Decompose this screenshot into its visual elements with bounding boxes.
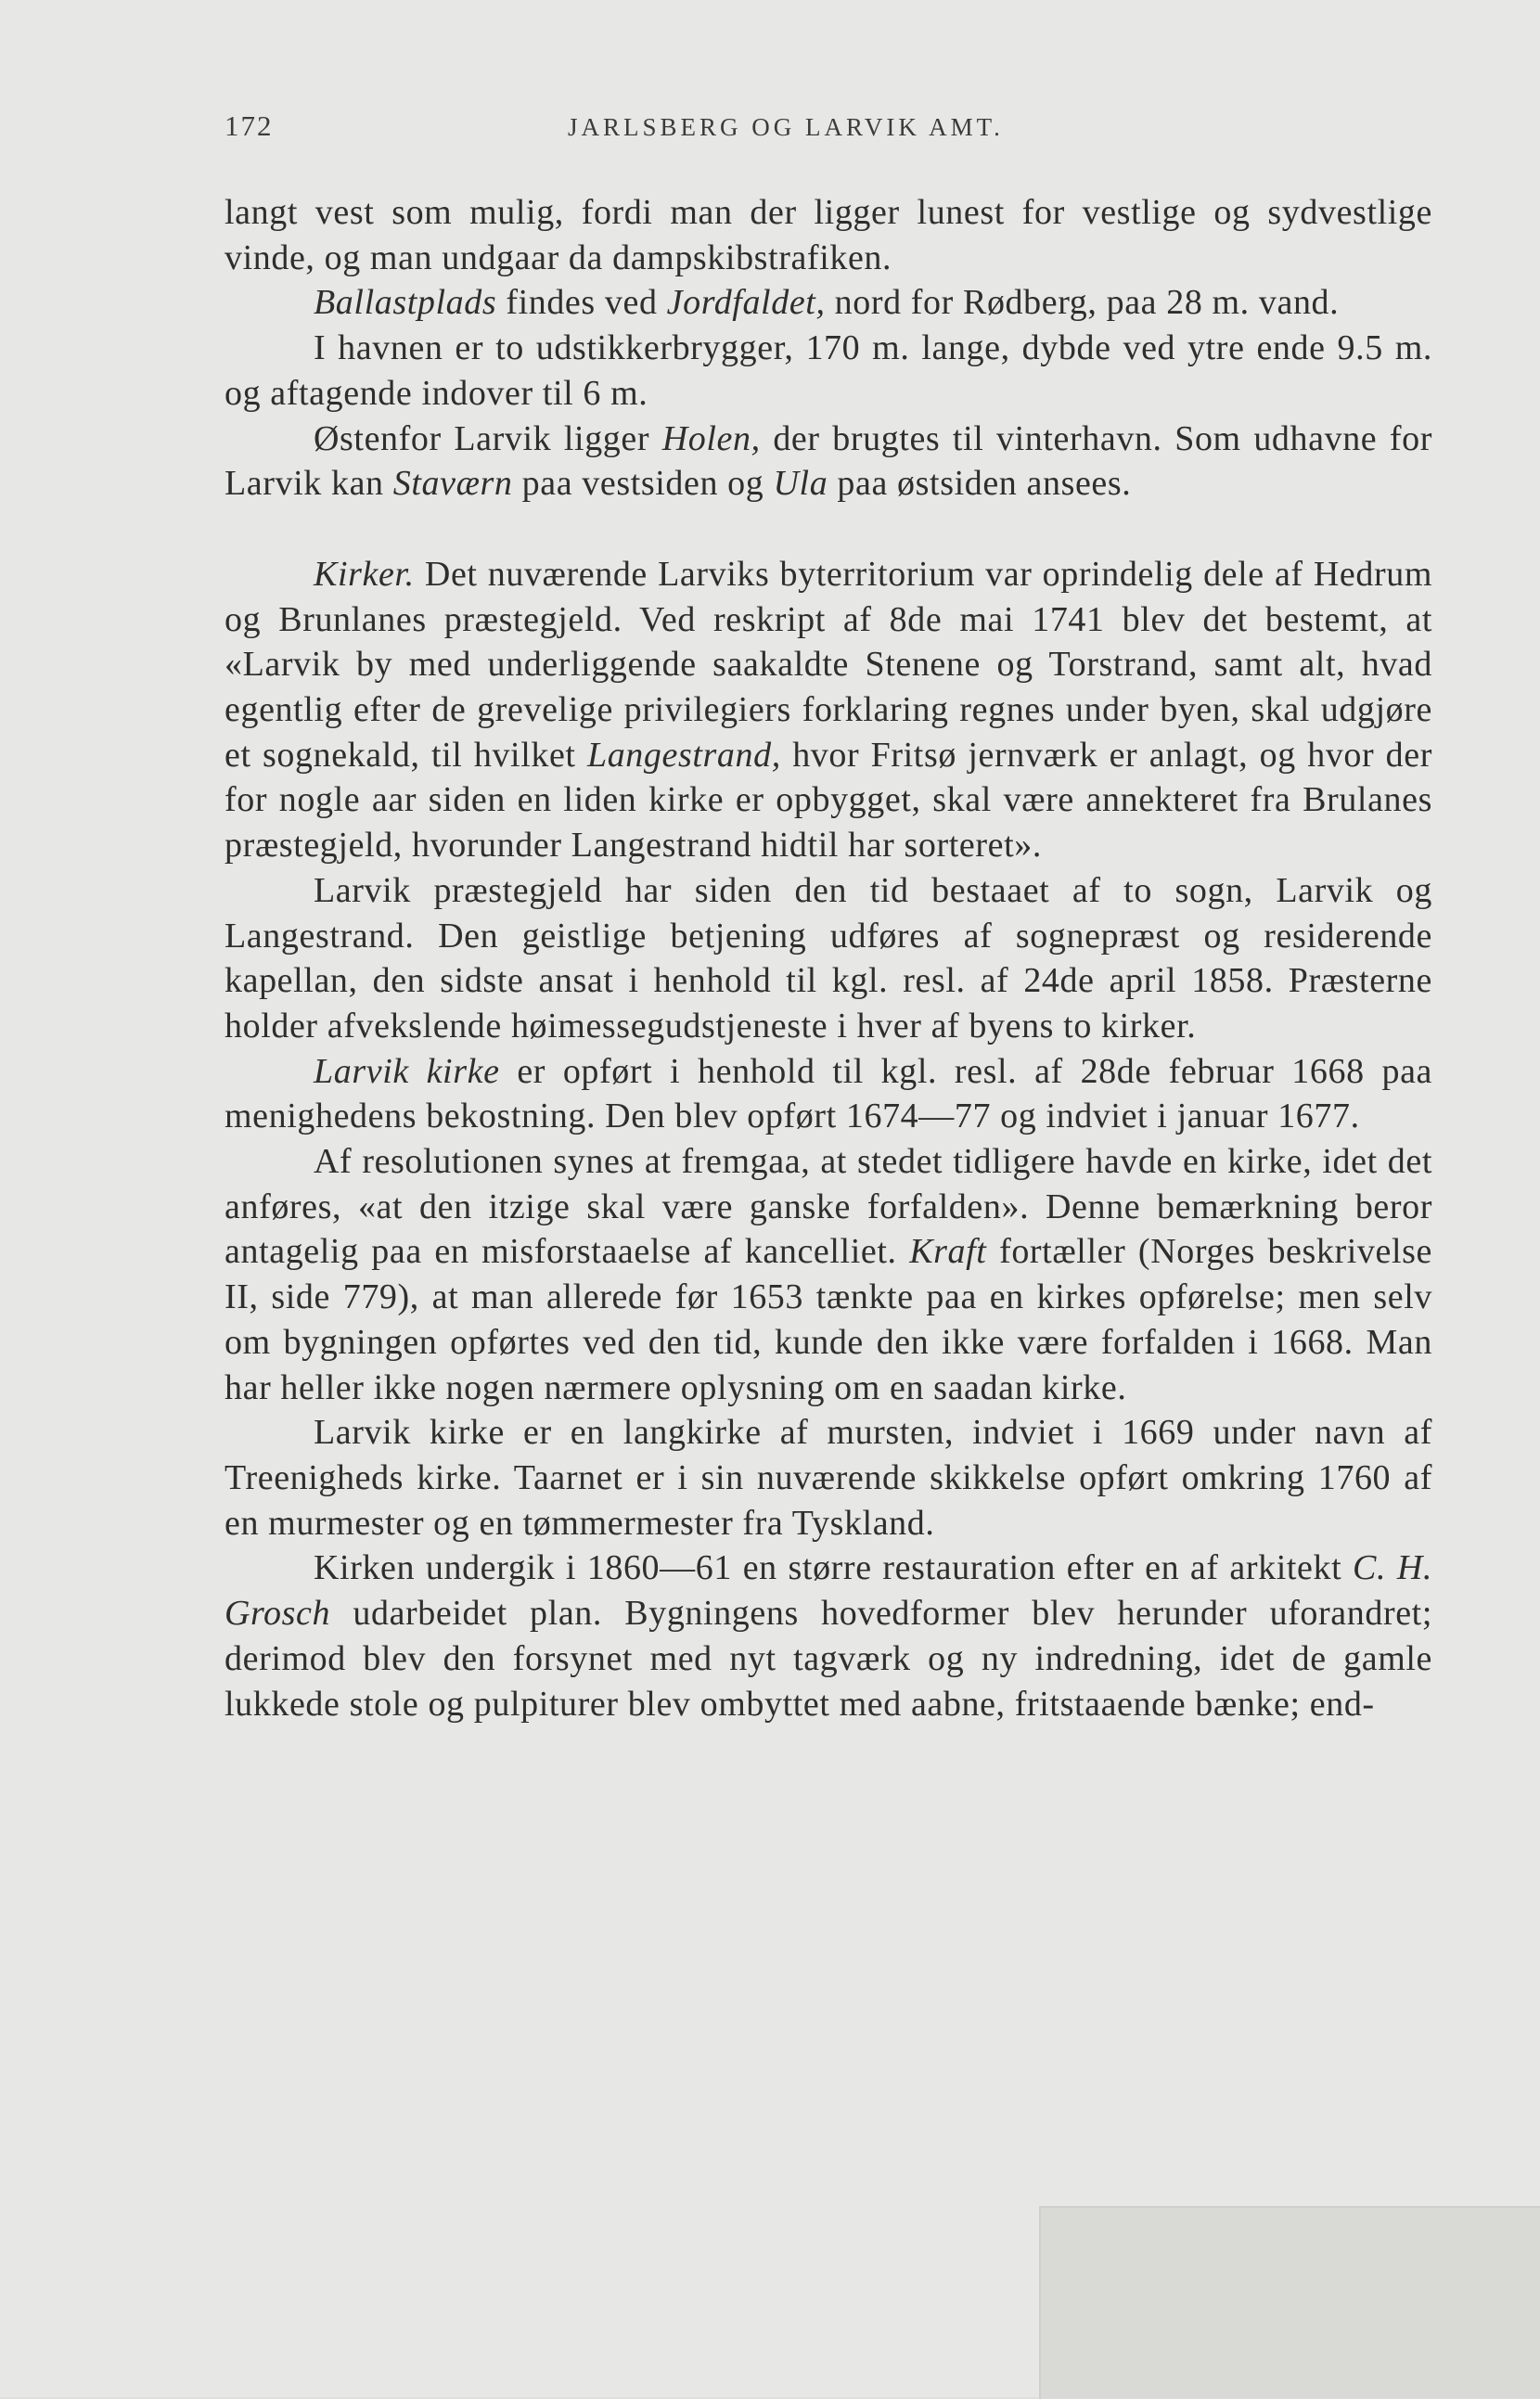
paragraph: Østenfor Larvik ligger Holen, der brugtes til vinterhavn. Som udhavne for Larvik kan Staværn paa vestsiden og Ula paa østsiden ansees. (225, 418, 1432, 504)
scan-shadow (1039, 2206, 1540, 2399)
paragraph: langt vest som mulig, fordi man der ligger lunest for vestlige og sydvestlige vinde, og man undgaar da dampskibstrafiken. (225, 193, 1432, 277)
running-head: JARLSBERG OG LARVIK AMT. (568, 113, 1004, 141)
paragraph: Larvik kirke er opført i henhold til kgl. resl. af 28de februar 1668 paa menighedens bekostning. Den blev opført 1674—77 og indviet i januar 1677. (225, 1051, 1433, 1136)
page-body (225, 190, 1432, 1726)
italic-term: Ula (773, 464, 828, 504)
paragraph: Kirker. Det nuværende Larviks byterritorium var oprindelig dele af Hedrum og Brunlanes præstegjeld. Ved reskript af 8de mai 1741 blev det bestemt, at «Larvik by med underliggende saakaldte Stenene og Torstrand, samt alt, hvad egentlig efter de grevelige privilegiers forklaring regnes under byen, skal udgjøre et sognekald, til hvilket Langestrand, hvor Fritsø jernværk er anlagt, og hvor der for nogle aar siden en liden kirke er opbygget, skal være annekteret fra Brulanes præstegjeld, hvorunder Langestrand hidtil har sorteret». (225, 554, 1432, 866)
paragraph: Larvik præstegjeld har siden den tid bestaaet af to sogn, Larvik og Langestrand. Den geistlige betjening udføres af sognepræst og residerende kapellan, den sidste ansat i henhold til kgl. resl. af 24de april 1858. Præsterne holder afvekslende høimessegudstjeneste i hver af byens to kirker. (225, 870, 1432, 1046)
paragraph: Kirken undergik i 1860—61 en større restauration efter en af arkitekt C. H. Grosch udarbeidet plan. Bygningens hovedformer blev herunder uforandret; derimod blev den forsynet med nyt tagværk og ny indredning, idet de gamle lukkede stole og pulpiturer blev ombyttet med aabne, fritstaaende bænke; end- (225, 1548, 1432, 1724)
paragraph: I havnen er to udstikkerbrygger, 170 m. lange, dybde ved ytre ende 9.5 m. og aftagende indover til 6 m. (225, 328, 1432, 413)
paragraph: Af resolutionen synes at fremgaa, at stedet tidligere havde en kirke, idet det anføres, «at den itzige skal være ganske forfalden». Denne bemærkning beror antagelig paa en misforstaaelse af kancelliet. Kraft fortæller (Norges beskrivelse II, side 779), at man allerede før 1653 tænkte paa en kirkes opførelse; men selv om bygningen opførtes ved den tid, kunde den ikke være forfalden i 1668. Man har heller ikke nogen nærmere oplysning om en saadan kirke. (225, 1142, 1433, 1407)
italic-term: Ballastplads (314, 283, 497, 323)
italic-term: Kraft (909, 1232, 987, 1272)
page-number: 172 (225, 109, 274, 142)
italic-term: Jordfaldet, (666, 283, 826, 323)
italic-term: Langestrand, (586, 735, 781, 775)
italic-term: Larvik kirke (314, 1051, 500, 1091)
paragraph: Ballastplads findes ved Jordfaldet, nord for Rødberg, paa 28 m. vand. (314, 283, 1340, 323)
italic-term: Staværn (392, 464, 513, 504)
italic-term: Holen, (661, 418, 761, 458)
section-heading: Kirker. (314, 554, 415, 594)
italic-term: C. H. Grosch (225, 1548, 1432, 1634)
paragraph: Larvik kirke er en langkirke af mursten, indviet i 1669 under navn af Treenigheds kirke. Taarnet er i sin nuværende skikkelse opført omkring 1760 af en murmester og en tømmermester fra Tyskland. (225, 1413, 1432, 1543)
